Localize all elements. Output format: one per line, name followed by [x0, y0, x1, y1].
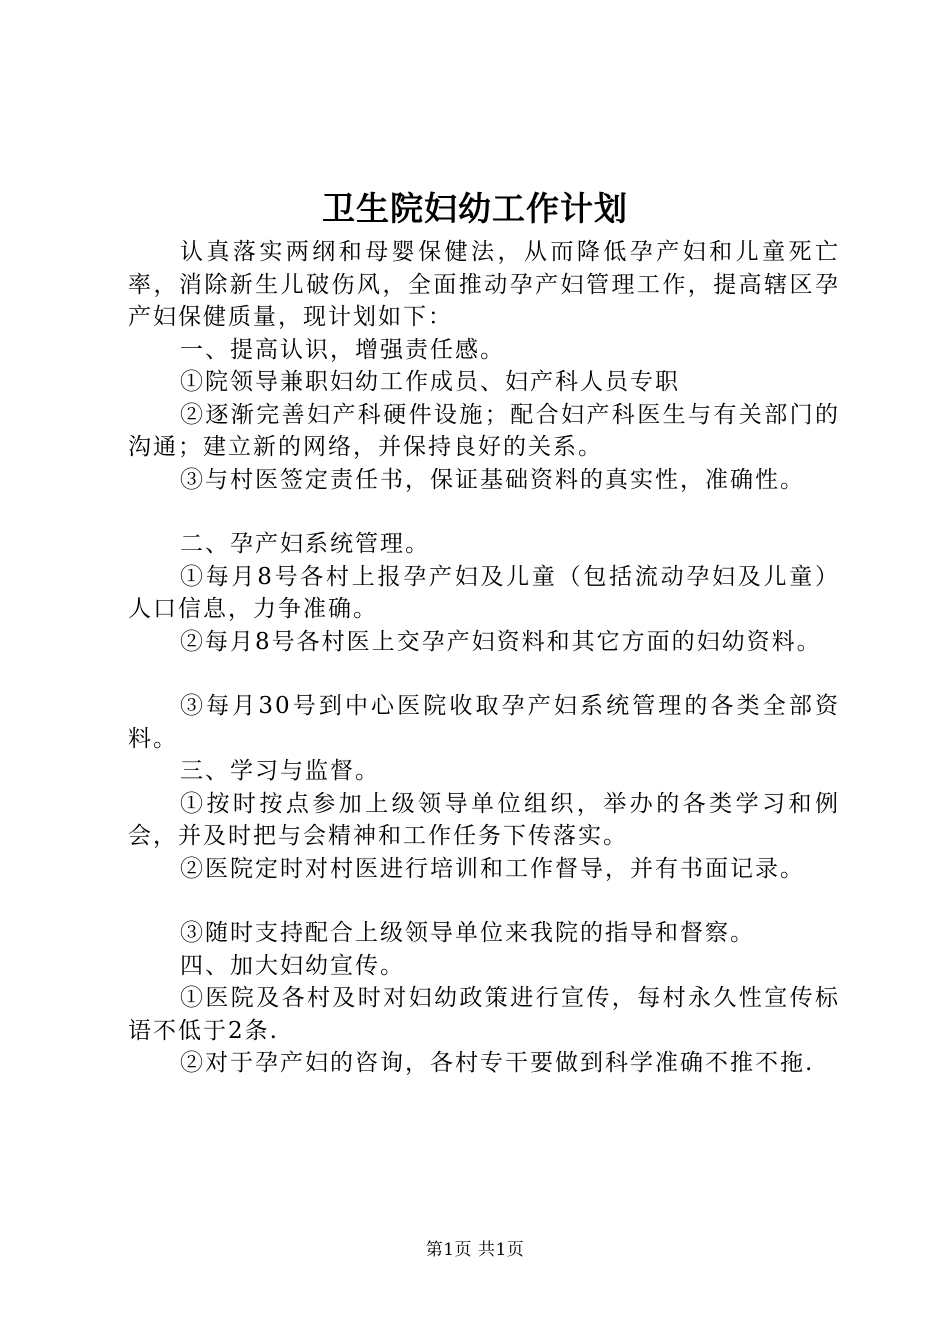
section-heading-1: 一、提高认识，增强责任感。	[180, 336, 505, 363]
section-4-item-1: ①医院及各村及时对妇幼政策进行宣传，每村永久性宣传标语不低于2条.	[128, 985, 840, 1044]
section-4-item-2: ②对于孕产妇的咨询，各村专干要做到科学准确不推不拖.	[180, 1050, 815, 1076]
section-heading-3: 三、学习与监督。	[180, 758, 380, 784]
document-body	[128, 236, 840, 1080]
document-title: 卫生院妇幼工作计划	[322, 189, 628, 228]
section-3-item-1: ①按时按点参加上级领导单位组织，举办的各类学习和例会，并及时把与会精神和工作任务下传落实。	[128, 790, 840, 849]
section-heading-2: 二、孕产妇系统管理。	[180, 531, 430, 557]
section-3-item-2: ②医院定时对村医进行培训和工作督导，并有书面记录。	[180, 855, 805, 882]
section-1-item-2: ②逐渐完善妇产科硬件设施；配合妇产科医生与有关部门的沟通；建立新的网络，并保持良好的关系。	[128, 401, 840, 460]
section-2-item-2: ②每月8号各村医上交孕产妇资料和其它方面的妇幼资料。	[180, 628, 822, 655]
section-1-item-1: ①院领导兼职妇幼工作成员、妇产科人员专职	[180, 369, 680, 395]
section-2-item-1: ①每月8号各村上报孕产妇及儿童（包括流动孕妇及儿童）人口信息，力争准确。	[128, 563, 840, 622]
section-3-item-3: ③随时支持配合上级领导单位来我院的指导和督察。	[180, 920, 755, 946]
section-1-item-3: ③与村医签定责任书，保证基础资料的真实性，准确性。	[180, 466, 805, 493]
section-heading-4: 四、加大妇幼宣传。	[180, 952, 405, 979]
page-number: 第1页 共1页	[425, 1240, 525, 1260]
intro-paragraph: 认真落实两纲和母婴保健法，从而降低孕产妇和儿童死亡率，消除新生儿破伤风，全面推动孕产妇管理工作，提高辖区孕产妇保健质量，现计划如下：	[128, 239, 840, 330]
section-2-item-3: ③每月30号到中心医院收取孕产妇系统管理的各类全部资料。	[128, 693, 840, 752]
